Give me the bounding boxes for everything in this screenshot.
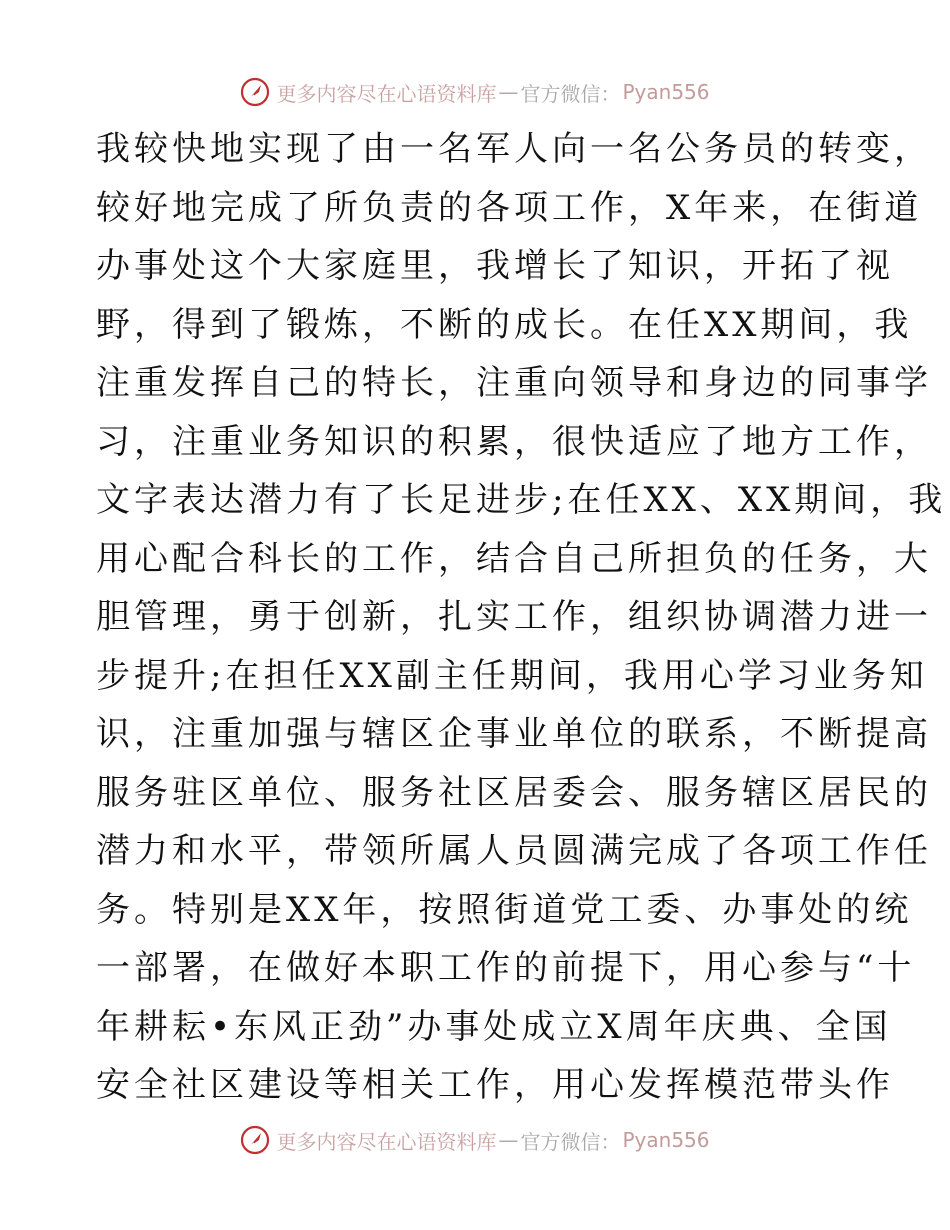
site-name: 更多内容尽在心语资料库 — [276, 81, 497, 106]
wechat-id: Pyan556 — [622, 80, 710, 104]
body-line: 安全社区建设等相关工作，用心发挥模范带头作 — [96, 1065, 894, 1105]
body-line: 一部署，在做好本职工作的前提下，用心参与“十 — [96, 948, 916, 988]
feather-pen-logo-icon — [240, 1125, 270, 1155]
body-line: 务。特别是XX年，按照街道党工委、办事处的统 — [96, 889, 913, 930]
body-line: 步提升;在担任XX副主任期间，我用心学习业务知 — [96, 655, 928, 696]
body-line: 文字表达潜力有了长足进步;在任XX、XX期间，我 — [96, 480, 947, 520]
banner-dash: — — [498, 1128, 519, 1152]
body-line: 用心配合科长的工作，结合自己所担负的任务，大 — [96, 538, 932, 579]
body-line: 服务驻区单位、服务社区居委会、服务辖区居民的 — [96, 772, 932, 813]
header-banner — [0, 72, 950, 112]
body-line: 胆管理，勇于创新，扎实工作，组织协调潜力进一 — [96, 597, 932, 637]
banner-dash: — — [498, 80, 519, 104]
footer-banner — [0, 1120, 950, 1160]
body-line: 年耕耘•东风正劲”办事处成立X周年庆典、全国 — [96, 1006, 892, 1047]
feather-pen-logo-icon — [240, 77, 270, 107]
body-line: 较好地完成了所负责的各项工作，X年来，在街道 — [96, 187, 923, 228]
body-line: 潜力和水平，带领所属人员圆满完成了各项工作任 — [96, 831, 932, 871]
document-body — [96, 120, 947, 1115]
site-name: 更多内容尽在心语资料库 — [276, 1129, 497, 1154]
wechat-label: 官方微信： — [520, 1129, 621, 1154]
body-line: 习，注重业务知识的积累，很快适应了地方工作， — [96, 421, 932, 462]
wechat-id: Pyan556 — [622, 1128, 710, 1152]
body-line: 识，注重加强与辖区企事业单位的联系，不断提高 — [96, 714, 932, 754]
wechat-label: 官方微信： — [520, 81, 621, 106]
body-line: 野，得到了锻炼，不断的成长。在任XX期间，我 — [96, 304, 913, 345]
body-line: 注重发挥自己的特长，注重向领导和身边的同事学 — [96, 363, 932, 403]
body-line: 我较快地实现了由一名军人向一名公务员的转变， — [96, 129, 932, 169]
body-line: 办事处这个大家庭里，我增长了知识，开拓了视 — [96, 246, 894, 286]
